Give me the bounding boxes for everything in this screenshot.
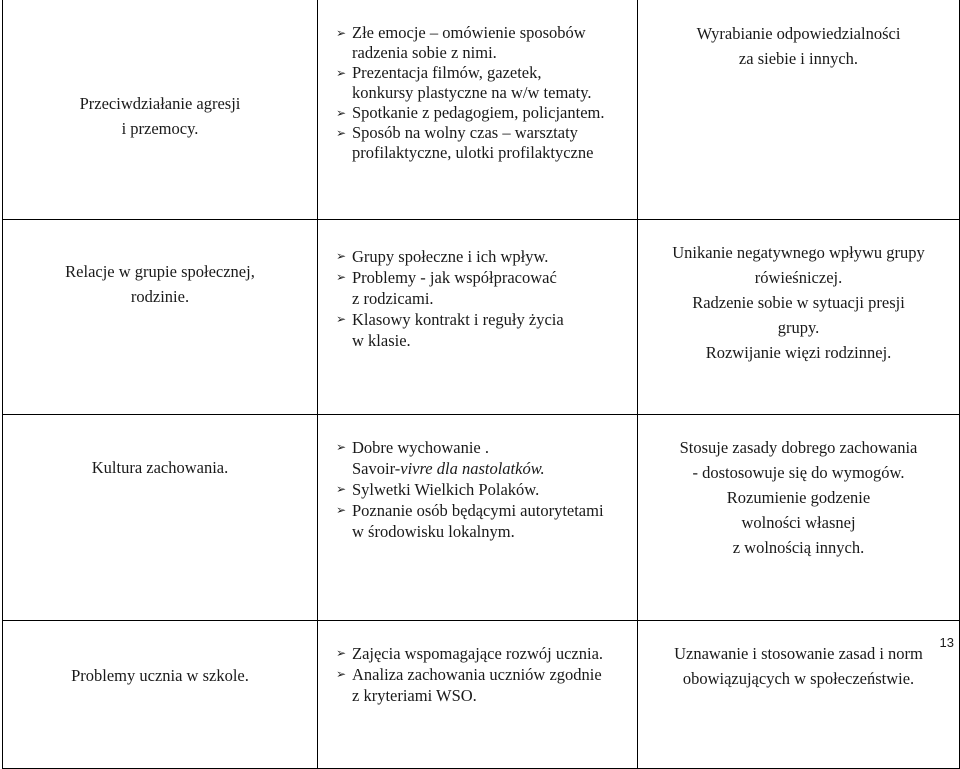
page-number: 13 — [939, 635, 954, 650]
outcome-text: Stosuje zasady dobrego zachowania - dostosowuje się do wymogów. Rozumienie godzenie wolności własnej z wolnością innych. — [679, 438, 918, 557]
outcome-text: Unikanie negatywnego wpływu grupy rówieśniczej. Radzenie sobie w sytuacji presji grupy. Rozwijanie więzi rodzinnej. — [672, 243, 925, 362]
arrowhead-bullet-icon: ➢ — [336, 646, 347, 660]
list-item: ➢ Grupy społeczne i ich wpływ. — [336, 247, 549, 266]
arrowhead-bullet-icon: ➢ — [336, 667, 347, 681]
topic-text: Kultura zachowania. — [91, 458, 229, 477]
list-item: ➢ Sylwetki Wielkich Polaków. — [336, 480, 540, 499]
list-item: ➢ Prezentacja filmów, gazetek, konkursy plastyczne na w/w tematy. — [336, 63, 592, 102]
topic-text: Przeciwdziałanie agresji i przemocy. — [79, 94, 241, 138]
arrowhead-bullet-icon: ➢ — [336, 270, 347, 284]
table-row — [3, 621, 960, 769]
table-row — [3, 0, 960, 220]
list-item: ➢ Problemy - jak współpracować z rodzicami. — [336, 268, 557, 308]
outcome-cell — [638, 415, 960, 621]
list-item: ➢ Sposób na wolny czas – warsztaty profilaktyczne, ulotki profilaktyczne — [336, 123, 594, 162]
list-item: ➢ Spotkanie z pedagogiem, policjantem. — [336, 103, 605, 122]
list-item: ➢ Klasowy kontrakt i reguły życia w klasie. — [336, 310, 564, 350]
outcome-text: Uznawanie i stosowanie zasad i norm obowiązujących w społeczeństwie. — [674, 644, 923, 688]
arrowhead-bullet-icon: ➢ — [336, 26, 347, 40]
arrowhead-bullet-icon: ➢ — [336, 249, 347, 263]
list-item: ➢ Poznanie osób będącymi autorytetami w środowisku lokalnym. — [336, 501, 604, 541]
list-item: ➢ Dobre wychowanie . — [336, 438, 489, 457]
list-item: Savoir-vivre dla nastolatków. — [352, 459, 545, 478]
program-table — [2, 0, 960, 769]
topic-text: Problemy ucznia w szkole. — [71, 666, 249, 685]
outcome-cell — [638, 220, 960, 415]
topic-cell — [3, 621, 318, 769]
arrowhead-bullet-icon: ➢ — [336, 106, 347, 120]
arrowhead-bullet-icon: ➢ — [336, 312, 347, 326]
list-item: ➢ Złe emocje – omówienie sposobów radzenia sobie z nimi. — [336, 23, 586, 62]
arrowhead-bullet-icon: ➢ — [336, 440, 347, 454]
activities-list — [318, 23, 637, 163]
list-item: ➢ Zajęcia wspomagające rozwój ucznia. — [336, 644, 604, 663]
arrowhead-bullet-icon: ➢ — [336, 66, 347, 80]
activities-list — [318, 437, 637, 542]
outcome-text: Wyrabianie odpowiedzialności za siebie i innych. — [696, 24, 901, 68]
italic-title: vivre dla nastolatków. — [400, 459, 545, 478]
activities-cell — [318, 0, 638, 220]
activities-cell — [318, 415, 638, 621]
topic-cell — [3, 415, 318, 621]
arrowhead-bullet-icon: ➢ — [336, 503, 347, 517]
topic-cell — [3, 0, 318, 220]
outcome-cell — [638, 621, 960, 769]
arrowhead-bullet-icon: ➢ — [336, 126, 347, 140]
topic-cell — [3, 220, 318, 415]
topic-text: Relacje w grupie społecznej, rodzinie. — [65, 262, 255, 306]
outcome-cell — [638, 0, 960, 220]
list-item: ➢ Analiza zachowania uczniów zgodnie z kryteriami WSO. — [336, 665, 602, 705]
table-row — [3, 415, 960, 621]
table-row — [3, 220, 960, 415]
activities-cell — [318, 621, 638, 769]
arrowhead-bullet-icon: ➢ — [336, 482, 347, 496]
activities-list — [318, 643, 637, 706]
activities-cell — [318, 220, 638, 415]
activities-list — [318, 246, 637, 351]
